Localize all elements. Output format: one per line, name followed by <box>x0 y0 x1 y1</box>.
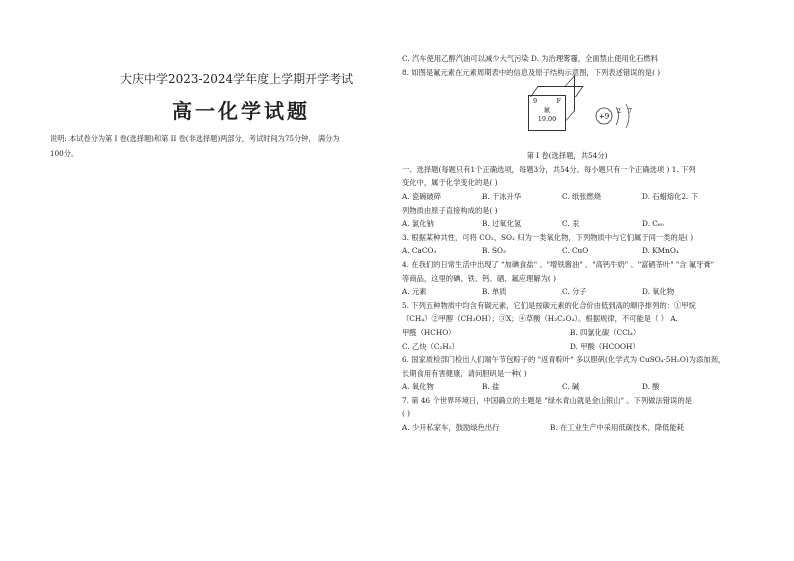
option-d: D. C₆₀ <box>642 219 664 229</box>
question-1-options <box>402 190 732 204</box>
option-b: B. 单质 <box>482 287 507 297</box>
option-c: C. 乙炔（C₂H₂） <box>402 341 459 351</box>
question-7-stem: 7. 第 46 个世界环境日，中国确立的主题是 "绿水青山就是金山银山" 。下列做法错误的是 <box>402 395 692 405</box>
question-1-stem: 变化中，属于化学变化的是( ) <box>402 178 498 188</box>
nucleus-charge: +9 <box>598 112 610 121</box>
option-b: B. 盐 <box>482 382 500 392</box>
left-column <box>50 0 385 561</box>
question-5-stem: 5. 下列五种物质中均含有碳元素，它们是按碳元素的化合价由低到高的顺序排列的：①甲烷 <box>402 300 696 310</box>
atomic-structure-diagram <box>590 101 650 131</box>
atomic-mass: 19.00 <box>537 115 557 124</box>
shell-1-count: 2 <box>617 108 621 116</box>
section-heading: 第 I 卷(选择题，共54分) <box>526 151 608 161</box>
question-6-options <box>402 380 732 394</box>
option-b: B. 在工业生产中采用低碳技术，降低能耗 <box>550 423 685 433</box>
instructions-line-1: 说明: 本试卷分为第 I 卷(选择题)和第 II 卷(非选择题)两部分，考试时间为75分钟， 满分为 <box>50 134 340 143</box>
shell-2-count: 7 <box>628 108 632 116</box>
question-7-prev-options: C. 汽车使用乙醇汽油可以减少大气污染 D. 为治理雾霾，全面禁止使用化石燃料 <box>402 54 659 63</box>
option-c: C. CuO <box>562 246 589 256</box>
option-a: 甲醛（HCHO） <box>402 327 456 337</box>
instructions-line-2: 100分。 <box>50 149 79 158</box>
question-3-options <box>402 244 732 258</box>
option-c: C. 分子 <box>562 287 587 297</box>
question-7-stem-cont: ( ) <box>402 409 411 419</box>
right-column <box>402 52 732 435</box>
option-d: D. 甲酸（HCOOH） <box>570 341 640 351</box>
question-2-stem: 列物质由原子直接构成的是( ) <box>402 205 498 215</box>
question-6-stem-cont: 长期食用有害健康，请问胆矾是一种( ) <box>402 368 527 378</box>
option-d: D. 石蜡熔化2. 下 <box>642 191 698 201</box>
option-b: B. 四氯化碳（CCl₄） <box>570 327 641 337</box>
option-c: C. 纸张燃烧 <box>562 191 602 201</box>
option-b: B. 干冰升华 <box>482 191 522 201</box>
question-6-stem: 6. 国家质检部门检出人们端午节包粽子的 "返青粽叶" 多以胆矾(化学式为 CuSO₄·5H₂O)为添加剂， <box>402 355 726 365</box>
option-d: D. 酸 <box>642 382 660 392</box>
element-symbol: F <box>556 97 561 106</box>
option-a: A. 元素 <box>402 287 427 297</box>
atomic-number: 9 <box>533 97 538 106</box>
option-a: A. 氯化钠 <box>402 219 434 229</box>
question-7-options <box>402 421 732 435</box>
option-a: A. CaCO₃ <box>402 246 437 256</box>
question-4-options <box>402 285 732 299</box>
option-a: A. 瓷碗破碎 <box>402 191 442 201</box>
question-8: 8. 如图是氟元素在元素周期表中的信息及原子结构示意图，下列表述错误的是( ) <box>402 67 661 77</box>
question-4-stem-cont: 等商品，这里的碘、铁、钙、硒、氟应理解为( ) <box>402 273 556 283</box>
school-exam-title: 大庆中学2023-2024学年度上学期开学考试 <box>120 72 354 86</box>
exam-instructions <box>50 131 390 161</box>
fluorine-figure <box>522 79 722 149</box>
question-5-options-ab <box>402 326 732 340</box>
option-a: A. 少开私家车，鼓励绿色出行 <box>402 423 500 433</box>
cell-side-face <box>565 75 575 122</box>
question-4-stem: 4. 在我们的日常生活中出现了 "加碘食盐" 、"增铁酱油" 、"高钙牛奶" 、"富硒茶叶" "含 氟牙膏" <box>402 259 715 269</box>
option-d: D. KMnO₄ <box>642 246 679 256</box>
page-title: 高一化学试题 <box>172 99 310 123</box>
question-5-options-cd <box>402 340 732 354</box>
choice-intro: 一、选择题(每题只有1个正确选项，每题3分，共54分。每小题只有一个正确选项 ) 1. 下列 <box>402 164 696 174</box>
question-3-stem: 3. 根据某种共性，可将 CO₂、SO₂ 归为一类氧化物，下列物质中与它们属于同一类的是( ) <box>402 232 694 242</box>
cell-top-face <box>530 86 584 97</box>
element-name: 氟 <box>543 106 551 115</box>
option-b: B. SO₃ <box>482 246 506 256</box>
question-2-options <box>402 217 732 231</box>
option-d: D. 氧化物 <box>642 287 675 297</box>
option-c: C. 汞 <box>562 219 580 229</box>
option-b: B. 过氧化氢 <box>482 219 522 229</box>
periodic-table-cell <box>528 95 566 131</box>
option-c: C. 碱 <box>562 382 580 392</box>
option-a: A. 氧化物 <box>402 382 434 392</box>
question-5-stem-cont: （CH₄）②甲醇（CH₃OH）；③X；④草酸（H₂C₂O₄）。根据规律，不可能是（ ） A. <box>402 314 678 324</box>
